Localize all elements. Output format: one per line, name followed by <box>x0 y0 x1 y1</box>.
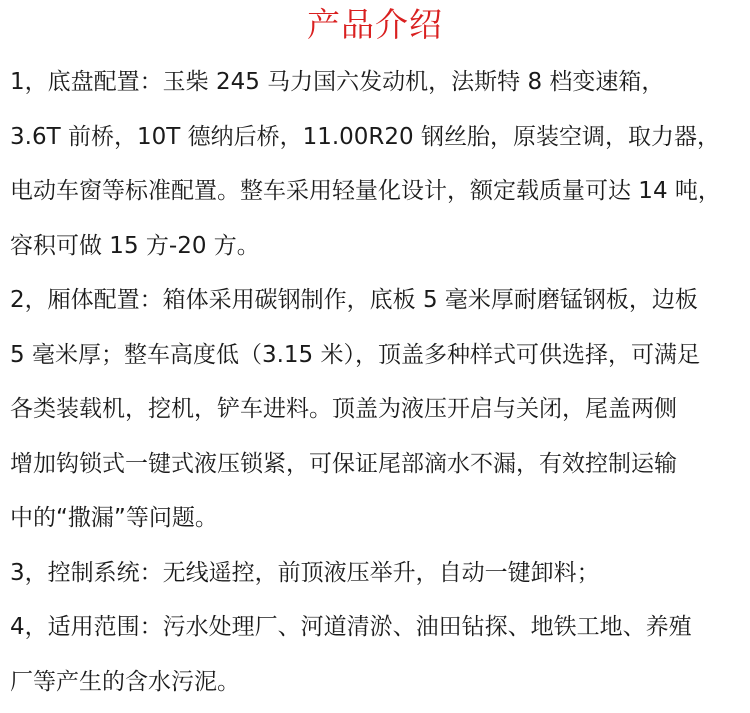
text-line-body-2: 5 毫米厚；整车高度低（3.15 米），顶盖多种样式可供选择，可满足 <box>10 341 700 368</box>
text-line-body-1: 2，厢体配置：箱体采用碳钢制作，底板 5 毫米厚耐磨锰钢板，边板 <box>10 287 698 313</box>
text-line-control: 3，控制系统：无线遥控，前顶液压举升，自动一键卸料； <box>10 559 600 586</box>
text-line-chassis-3: 电动车窗等标准配置。整车采用轻量化设计，额定载质量可达 14 吨， <box>10 178 721 204</box>
text-line-chassis-1: 1，底盘配置：玉柴 245 马力国六发动机，法斯特 8 档变速箱， <box>10 69 665 95</box>
text-line-body-4: 增加钩锁式一键式液压锁紧，可保证尾部滴水不漏，有效控制运输 <box>10 450 677 477</box>
text-line-scope-2: 厂等产生的含水污泥。 <box>10 668 240 695</box>
page-title: 产品介绍 <box>307 5 443 44</box>
text-line-body-5: 中的“撒漏”等问题。 <box>10 505 218 531</box>
text-line-body-3: 各类装载机，挖机，铲车进料。顶盖为液压开启与关闭，尾盖两侧 <box>10 396 677 422</box>
text-line-chassis-4: 容积可做 15 方-20 方。 <box>10 232 260 259</box>
text-line-chassis-2: 3.6T 前桥，10T 德纳后桥，11.00R20 钢丝胎，原装空调，取力器， <box>10 123 720 150</box>
text-line-scope-1: 4，适用范围：污水处理厂、河道清淤、油田钻探、地铁工地、养殖 <box>10 614 692 640</box>
product-description <box>10 55 740 709</box>
